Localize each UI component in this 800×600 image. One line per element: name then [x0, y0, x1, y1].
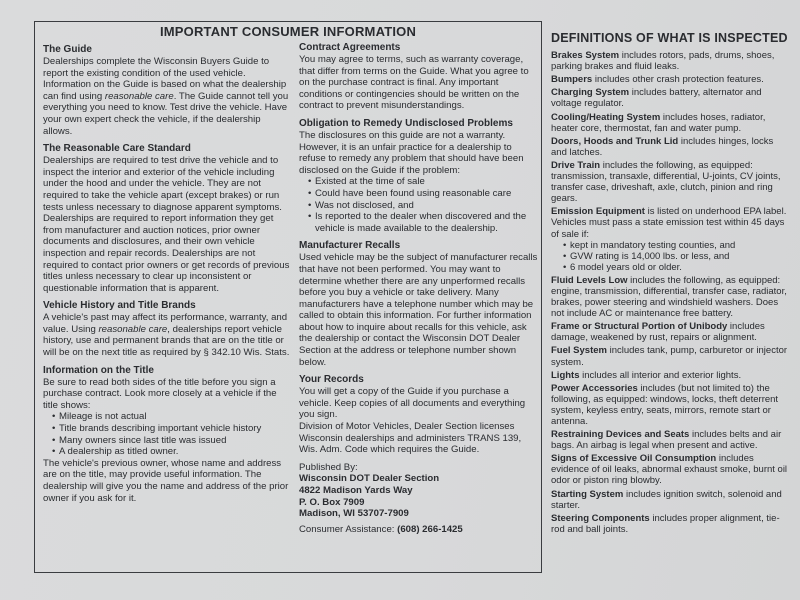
- list-item: • Was not disclosed, and: [308, 200, 539, 212]
- care-heading: The Reasonable Care Standard: [43, 143, 191, 155]
- list-item: • 6 model years old or older.: [563, 262, 789, 273]
- list-item: • kept in mandatory testing counties, and: [563, 240, 789, 251]
- definition-item: [551, 370, 789, 381]
- definition-term: Frame or Structural Portion of Unibody: [551, 321, 728, 333]
- definition-item: [551, 136, 789, 158]
- obligation-heading: Obligation to Remedy Undisclosed Problems: [299, 117, 513, 129]
- list-item: • Could have been found using reasonable care: [308, 188, 539, 200]
- title-info-heading: Information on the Title: [43, 364, 154, 376]
- definition-term: Fluid Levels Low: [551, 274, 628, 286]
- definition-item: [551, 383, 789, 427]
- definition-item: [551, 160, 789, 204]
- definition-desc: is listed on underhood EPA label. Vehicles must pass a state emission test within 45 days of sale if:: [551, 206, 787, 240]
- records-heading: Your Records: [299, 374, 364, 386]
- title-info-owner-text: The vehicle's previous owner, whose name and address are on the title, may provide useful information. The dealership will give you the name and address of the prior owner if you ask for it.: [43, 457, 289, 504]
- definition-term: Drive Train: [551, 159, 601, 171]
- definition-desc: includes damage, weakened by rust, repairs or alignment.: [551, 321, 765, 344]
- obligation-text: The disclosures on this guide are not a warranty. However, it is an unfair practice for a dealership to refuse to remedy any problem that should have been disclosed on the Guide if the problem:: [299, 129, 524, 176]
- publisher-street: 4822 Madison Yards Way: [299, 485, 413, 496]
- definition-desc: includes other crash protection features.: [592, 74, 764, 86]
- definition-desc: includes the following, as equipped: engine, transmission, differential, transfer case, radiator, brakes, power steering and windshield washers. Does not include AC or maintenance free battery.: [551, 274, 787, 320]
- definition-term: Cooling/Heating System: [551, 111, 661, 123]
- title-info-text: Be sure to read both sides of the title before you sign a purchase contract. Look more closely at a vehicle if the title shows:: [43, 376, 277, 411]
- definition-term: Signs of Excessive Oil Consumption: [551, 453, 717, 465]
- recalls-text: Used vehicle may be the subject of manufacturer recalls that have not been performed. You may want to determine whether there are any unperformed recalls before you buy a vehicle or take delivery. Many manufacturers have a telephone number which may be called to obtain this information. For further information about how to inquire about recalls for this vehicle, ask the dealership or contact the Wisconsin DOT Dealer Section at the address or telephone number shown below.: [299, 252, 538, 368]
- consumer-phone: (608) 266-1425: [397, 523, 463, 535]
- definition-item: [551, 206, 789, 273]
- definition-desc: includes battery, alternator and voltage regulator.: [551, 87, 762, 110]
- definition-desc: includes evidence of oil leaks, abnormal exhaust smoke, burnt oil odor or piston ring blowby.: [551, 453, 788, 487]
- definition-term: Steering Components: [551, 512, 650, 524]
- definition-desc: includes hoses, radiator, heater core, thermostat, fan and water pump.: [551, 111, 766, 134]
- list-item: • GVW rating is 14,000 lbs. or less, and: [563, 251, 789, 262]
- definition-desc: includes hinges, locks and latches.: [551, 135, 774, 158]
- publisher-name: Wisconsin DOT Dealer Section: [299, 473, 440, 485]
- guide-text: Dealerships complete the Wisconsin Buyers Guide to report the existing condition of the used vehicle. Information on the Guide is based on what the dealership can find using reasonable care. The Guide cannot tell you everything you need to know. Test drive the vehicle. Have your own expert check the vehicle, if the dealership allows.: [43, 56, 289, 137]
- definition-desc: includes tank, pump, carburetor or injector system.: [551, 345, 788, 368]
- definition-term: Power Accessories: [551, 382, 638, 394]
- definitions-column: [551, 33, 789, 537]
- definition-item: [551, 112, 789, 134]
- definition-term: Restraining Devices and Seats: [551, 429, 690, 441]
- records-text-1: You will get a copy of the Guide if you purchase a vehicle. Keep copies of all documents and everything you sign.: [299, 386, 526, 421]
- definition-item: [551, 74, 789, 85]
- definition-term: Brakes System: [551, 50, 620, 62]
- definition-item: [551, 275, 789, 319]
- definition-desc: includes proper alignment, tie-rod and ball joints.: [551, 512, 780, 535]
- definition-term: Emission Equipment: [551, 206, 645, 218]
- definition-term: Fuel System: [551, 345, 607, 357]
- consumer-assistance: Consumer Assistance: (608) 266-1425: [299, 523, 463, 535]
- definition-desc: includes ignition switch, solenoid and starter.: [551, 488, 782, 511]
- definitions-title: DEFINITIONS OF WHAT IS INSPECTED: [551, 31, 788, 45]
- definition-bullets: [551, 240, 789, 273]
- publisher-city: Madison, WI 53707-7909: [299, 508, 409, 520]
- recalls-heading: Manufacturer Recalls: [299, 240, 401, 252]
- list-item: • Mileage is not actual: [52, 411, 291, 423]
- contract-text: You may agree to terms, such as warranty coverage, that differ from terms on the Guide. What you agree to on the purchase contract is final. Any important conditions or contingencies should be written on the contract to prevent misunderstandings.: [299, 54, 529, 112]
- main-title: IMPORTANT CONSUMER INFORMATION: [159, 24, 417, 39]
- definition-term: Starting System: [551, 488, 624, 500]
- definition-term: Charging System: [551, 87, 630, 99]
- published-by-label: Published By:: [299, 461, 358, 473]
- definition-item: [551, 50, 789, 72]
- definition-desc: includes belts and air bags. An airbag is legal when present and active.: [551, 429, 782, 452]
- definition-desc: includes rotors, pads, drums, shoes, parking brakes and fluid leaks.: [551, 50, 775, 73]
- records-text-2: Division of Motor Vehicles, Dealer Section licenses Wisconsin dealerships and administers TRANS 139, Wis. Adm. Code which requires the Guide.: [299, 421, 522, 456]
- list-item: • A dealership as titled owner.: [52, 446, 291, 458]
- definition-item: [551, 345, 789, 367]
- care-text-2: Dealerships are required to report information they get from manufacturer and auction notices, prior owner documents and disclosures, and their own vehicle inspection and repair records. Dealerships are not required to contact prior owners or get records of previous titles unless necessary to clear up inconsistent or questionable information that is apparent.: [43, 213, 290, 294]
- definition-term: Doors, Hoods and Trunk Lid: [551, 135, 679, 147]
- consumer-info-box: [34, 21, 542, 573]
- list-item: • Is reported to the dealer when discovered and the vehicle is made available to the dealership.: [308, 211, 539, 234]
- title-info-list: [43, 411, 291, 457]
- list-item: • Many owners since last title was issued: [52, 435, 291, 447]
- middle-column: [299, 42, 539, 535]
- definition-item: [551, 453, 789, 486]
- definition-term: Bumpers: [551, 74, 593, 86]
- publisher-box: P. O. Box 7909: [299, 496, 365, 508]
- list-item: • Title brands describing important vehicle history: [52, 423, 291, 435]
- definition-term: Lights: [551, 369, 580, 381]
- guide-heading: The Guide: [43, 44, 92, 55]
- contract-heading: Contract Agreements: [299, 42, 401, 53]
- list-item: • Existed at the time of sale: [308, 176, 539, 188]
- definition-item: [551, 513, 789, 535]
- definition-item: [551, 321, 789, 343]
- definition-item: [551, 87, 789, 109]
- left-column: [43, 38, 291, 504]
- care-text-1: Dealerships are required to test drive the vehicle and to inspect the interior and exterior of the vehicle including under the hood and under the vehicle. They are not required to take the vehicle apart (except brakes) or run tests unless necessary to diagnose apparent symptoms.: [43, 155, 282, 213]
- definition-desc: includes the following, as equipped: transmission, transaxle, differential, U-joints, CV joints, transfer case, driveshaft, axle, clutch, pinion and ring gears.: [551, 159, 781, 205]
- definition-item: [551, 489, 789, 511]
- definition-desc: includes (but not limited to) the following, as equipped: windows, locks, theft deterrent system, keyless entry, seats, mirrors, remote start or antenna.: [551, 382, 779, 427]
- history-heading: Vehicle History and Title Brands: [43, 300, 196, 312]
- history-text: A vehicle's past may affect its performance, warranty, and value. Using reasonable care, dealerships report vehicle history, use and permanent brands that are on the title or will be on the next title as required by § 342.10 Wis. Stats.: [43, 312, 290, 359]
- definitions-list: [551, 50, 789, 535]
- definition-item: [551, 429, 789, 451]
- obligation-list: [299, 176, 539, 234]
- definition-desc: includes all interior and exterior lights.: [579, 369, 742, 381]
